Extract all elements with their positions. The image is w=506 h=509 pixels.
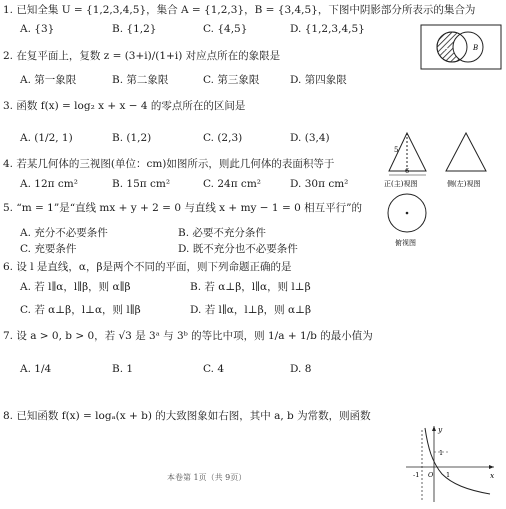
front-view-caption: 正(主)视图	[384, 180, 418, 188]
set-b-label: B	[473, 44, 479, 52]
function-graph	[402, 422, 500, 506]
y-tick-1: 1	[439, 449, 444, 457]
q6-option-d: D. 若 l∥α，l⊥β，则 α⊥β	[190, 304, 312, 316]
q2-option-c: C. 第三象限	[203, 74, 260, 86]
q6-option-b: B. 若 α⊥β，l∥α，则 l⊥β	[190, 281, 311, 293]
q3-option-d: D. (3,4)	[290, 132, 330, 144]
q2-option-d: D. 第四象限	[290, 74, 347, 86]
base-length-label: 6	[405, 167, 410, 175]
q1-option-a: A. {3}	[20, 23, 55, 35]
set-b-circle	[453, 32, 483, 62]
q7-option-c: C. 4	[203, 363, 225, 375]
set-a-label: A	[443, 44, 449, 53]
q1-option-d: D. {1,2,3,4,5}	[290, 23, 365, 35]
x-tick-1: 1	[446, 471, 451, 479]
q5-option-a: A. 充分不必要条件	[20, 227, 108, 239]
q5-option-c: C. 充要条件	[20, 243, 77, 255]
q5-option-d: D. 既不充分也不必要条件	[178, 243, 298, 255]
question-2-stem: 2. 在复平面上，复数 z = (3+i)/(1+i) 对应点所在的象限是	[3, 50, 281, 62]
x-tick-neg1: -1	[413, 471, 420, 479]
three-views-figure	[382, 128, 504, 250]
q1-option-c: C. {4,5}	[203, 23, 248, 35]
q3-option-a: A. (1/2, 1)	[20, 132, 73, 144]
q5-option-b: B. 必要不充分条件	[178, 227, 266, 239]
q3-option-c: C. (2,3)	[203, 132, 243, 144]
q7-option-d: D. 8	[290, 363, 312, 375]
q4-option-b: B. 15π cm²	[112, 178, 171, 190]
top-view-center-dot	[406, 212, 409, 215]
q7-option-a: A. 1/4	[20, 363, 52, 375]
question-1-stem: 1. 已知全集 U = {1,2,3,4,5}，集合 A = {1,2,3}，B = {3,4,5}，下图中阴影部分所表示的集合为	[3, 4, 476, 16]
slant-length-label: 5	[394, 146, 399, 154]
page-footer: 本卷第 1页（共 9页）	[167, 473, 247, 482]
question-3-stem: 3. 函数 f(x) = log₂ x + x − 4 的零点所在的区间是	[3, 100, 246, 112]
log-curve	[425, 428, 490, 494]
question-5-stem: 5. “m = 1”是“直线 mx + y + 2 = 0 与直线 x + my − 1 = 0 相互平行”的	[3, 202, 362, 214]
q4-option-c: C. 24π cm²	[203, 178, 261, 190]
y-axis-label: y	[438, 425, 443, 434]
origin-label: O	[428, 471, 434, 479]
q6-option-a: A. 若 l∥α，l∥β，则 α∥β	[20, 281, 131, 293]
q1-option-b: B. {1,2}	[112, 23, 157, 35]
question-6-stem: 6. 设 l 是直线，α，β是两个不同的平面，则下列命题正确的是	[3, 261, 292, 273]
side-view-triangle	[446, 133, 486, 171]
side-view-caption: 侧(左)视图	[447, 180, 481, 188]
q7-option-b: B. 1	[112, 363, 134, 375]
q2-option-b: B. 第二象限	[112, 74, 169, 86]
x-axis-label: x	[490, 471, 495, 480]
q3-option-b: B. (1,2)	[112, 132, 152, 144]
question-8-stem: 8. 已知函数 f(x) = logₐ(x + b) 的大致图象如右图，其中 a, b 为常数，则函数	[3, 410, 371, 422]
q4-option-a: A. 12π cm²	[20, 178, 78, 190]
question-7-stem: 7. 设 a > 0, b > 0，若 √3 是 3ᵃ 与 3ᵇ 的等比中项，则 1/a + 1/b 的最小值为	[3, 330, 373, 342]
question-4-stem: 4. 若某几何体的三视图(单位：cm)如图所示，则此几何体的表面积等于	[3, 158, 335, 170]
venn-diagram	[420, 24, 502, 70]
q6-option-c: C. 若 α⊥β，l⊥α，则 l∥β	[20, 304, 141, 316]
q4-option-d: D. 30π cm²	[290, 178, 349, 190]
q2-option-a: A. 第一象限	[20, 74, 77, 86]
top-view-caption: 俯视图	[395, 239, 416, 247]
